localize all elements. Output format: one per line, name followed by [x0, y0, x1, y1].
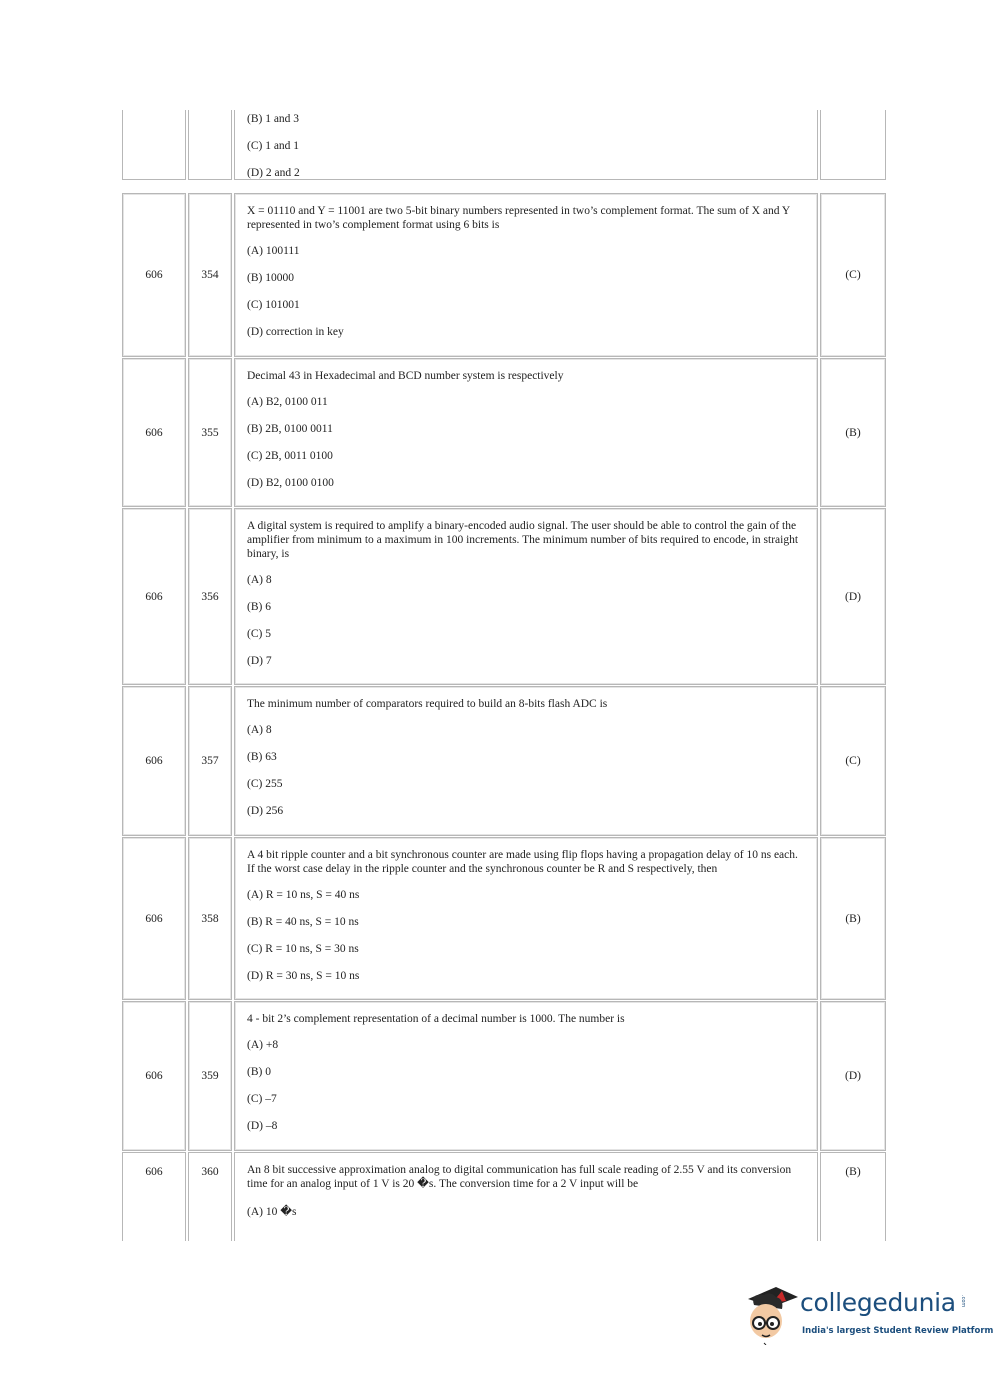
option-text: (B) 10000 [247, 272, 294, 284]
answer-cell: (C) [820, 193, 886, 357]
question-text: A digital system is required to amplify a binary-encoded audio signal. The user should be able to control the gain of the amplifier from minimum to a maximum in 100 increments. The minimum number of bits required to encode, in straight binary, is [247, 520, 799, 560]
question-cell [234, 686, 818, 836]
option-text: (D) 7 [247, 655, 272, 667]
question-cell [234, 358, 818, 507]
option-text: (B) R = 40 ns, S = 10 ns [247, 916, 359, 928]
option-text: (A) 100111 [247, 245, 300, 257]
option-text: (A) R = 10 ns, S = 40 ns [247, 889, 360, 901]
option-text: (B) 63 [247, 751, 277, 763]
option-text: (C) 255 [247, 778, 283, 790]
question-text: An 8 bit successive approximation analog to digital communication has full scale reading of 2.55 V and its conversion time for an analog input of 1 V is 20 �s. The conversion time for a 2 V input will be [247, 1164, 792, 1190]
question-text: Decimal 43 in Hexadecimal and BCD number system is respectively [247, 370, 564, 382]
answer-cell: (B) [820, 1152, 886, 1241]
table-row [122, 686, 886, 836]
option-text: (D) 256 [247, 805, 284, 817]
code-cell: 606 [122, 686, 186, 836]
option-text: (D) 2 and 2 [247, 167, 300, 179]
code-cell [122, 110, 186, 180]
option-text: (A) +8 [247, 1039, 279, 1051]
table-row-continuation [122, 110, 886, 180]
question-text: 4 - bit 2’s complement representation of a decimal number is 1000. The number is [247, 1013, 625, 1025]
code-cell: 606 [122, 1001, 186, 1151]
option-text: (A) 10 �s [247, 1206, 297, 1218]
option-text: (B) 2B, 0100 0011 [247, 423, 333, 435]
answer-cell [820, 110, 886, 180]
option-text: (C) R = 10 ns, S = 30 ns [247, 943, 359, 955]
qno-cell: 354 [188, 193, 232, 357]
question-text: The minimum number of comparators required to build an 8-bits flash ADC is [247, 698, 608, 710]
code-cell: 606 [122, 193, 186, 357]
code-cell: 606 [122, 837, 186, 1000]
option-text: (A) 8 [247, 574, 272, 586]
option-text: (C) –7 [247, 1093, 277, 1105]
table-row [122, 837, 886, 1000]
question-cell [234, 193, 818, 357]
table-row [122, 508, 886, 685]
qno-cell [188, 110, 232, 180]
question-text: X = 01110 and Y = 11001 are two 5-bit binary numbers represented in two’s complement format. The sum of X and Y represented in two’s complement format using 6 bits is [247, 205, 790, 231]
table-row [122, 193, 886, 357]
answer-cell: (C) [820, 686, 886, 836]
option-text: (C) 1 and 1 [247, 140, 300, 152]
graduate-mascot-icon [742, 1283, 800, 1345]
option-text: (C) 5 [247, 628, 271, 640]
qno-cell: 359 [188, 1001, 232, 1151]
brand-tagline: India's largest Student Review Platform [802, 1326, 994, 1336]
qno-cell: 357 [188, 686, 232, 836]
code-cell: 606 [122, 1152, 186, 1241]
table-row [122, 1001, 886, 1151]
table-row [122, 1152, 886, 1241]
option-text: (A) B2, 0100 011 [247, 396, 328, 408]
question-cell [234, 1152, 818, 1241]
question-cell [234, 508, 818, 685]
answer-cell: (D) [820, 508, 886, 685]
qno-cell: 355 [188, 358, 232, 507]
brand-name: collegedunia [800, 1288, 956, 1317]
option-text: (C) 2B, 0011 0100 [247, 450, 333, 462]
option-text: (B) 1 and 3 [247, 113, 300, 125]
option-text: (B) 6 [247, 601, 271, 613]
option-text: (D) –8 [247, 1120, 278, 1132]
qno-cell: 358 [188, 837, 232, 1000]
answer-cell: (B) [820, 358, 886, 507]
option-text: (D) R = 30 ns, S = 10 ns [247, 970, 360, 982]
option-text: (A) 8 [247, 724, 272, 736]
question-text: A 4 bit ripple counter and a bit synchronous counter are made using flip flops having a propagation delay of 10 ns each. If the worst case delay in the ripple counter and the synchronous counter be R and S respectively, then [247, 849, 798, 875]
answer-cell: (D) [820, 1001, 886, 1151]
option-text: (D) B2, 0100 0100 [247, 477, 334, 489]
table-row [122, 358, 886, 507]
question-cell [234, 1001, 818, 1151]
qno-cell: 360 [188, 1152, 232, 1241]
option-text: (B) 0 [247, 1066, 271, 1078]
question-cell [234, 110, 818, 180]
brand-suffix: .com [960, 1295, 966, 1308]
answer-cell: (B) [820, 837, 886, 1000]
question-cell [234, 837, 818, 1000]
code-cell: 606 [122, 508, 186, 685]
qno-cell: 356 [188, 508, 232, 685]
option-text: (C) 101001 [247, 299, 300, 311]
collegedunia-logo[interactable] [742, 1283, 994, 1345]
option-text: (D) correction in key [247, 326, 344, 338]
code-cell: 606 [122, 358, 186, 507]
